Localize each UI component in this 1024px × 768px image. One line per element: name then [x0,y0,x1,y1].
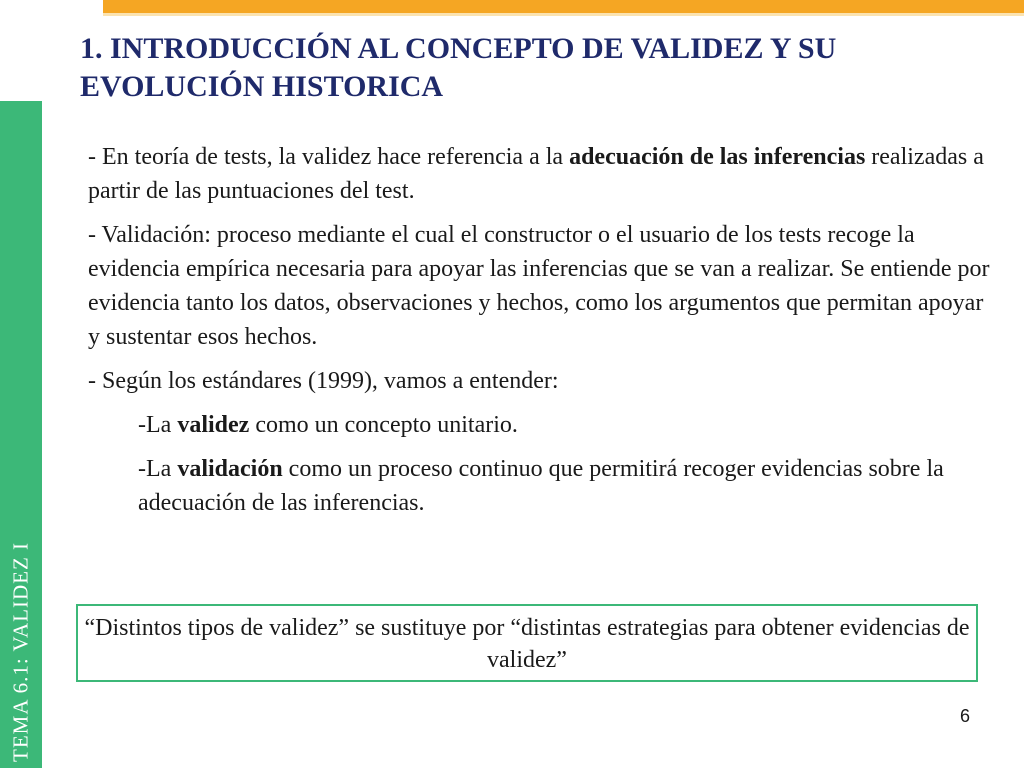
paragraph-standards: - Según los estándares (1999), vamos a entender: [88,368,559,394]
slide-title: 1. INTRODUCCIÓN AL CONCEPTO DE VALIDEZ Y SU EVOLUCIÓN HISTORICA [80,32,837,103]
paragraph-validity-unitary [138,408,994,442]
paragraph-validation-definition: - Validación: proceso mediante el cual el constructor o el usuario de los tests recoge la evidencia empírica necesaria para apoyar las inferencias que se van a realizar. Se entiende por evidencia tanto los datos, observaciones y hechos, como los argumentos que permitan apoyar y sustentar esos hechos. [88,222,990,350]
slide-body [88,140,994,530]
callout-box: “Distintos tipos de validez” se sustituye por “distintas estrategias para obtener evidencias de validez” [76,604,978,682]
emphasis-inferences: adecuación de las inferencias [569,144,866,170]
paragraph-text: -La [138,412,178,438]
top-accent-bar-shadow [103,13,1024,16]
top-accent-bar [103,0,1024,13]
paragraph-text: -La [138,456,178,482]
paragraph-validity-definition [88,140,994,208]
emphasis-validity: validez [177,412,250,438]
paragraph-validation-process [138,452,994,520]
page-number: 6 [959,706,970,726]
emphasis-validation: validación [177,456,283,482]
paragraph-text: - En teoría de tests, la validez hace referencia a la [88,144,570,170]
paragraph-text: realizadas a partir de las puntuaciones del test. [88,144,984,204]
side-topic-label: TEMA 6.1: VALIDEZ I [8,541,33,762]
paragraph-text: como un concepto unitario. [249,412,518,438]
paragraph-text: como un proceso continuo que permitirá recoger evidencias sobre la adecuación de las inferencias. [138,456,944,516]
